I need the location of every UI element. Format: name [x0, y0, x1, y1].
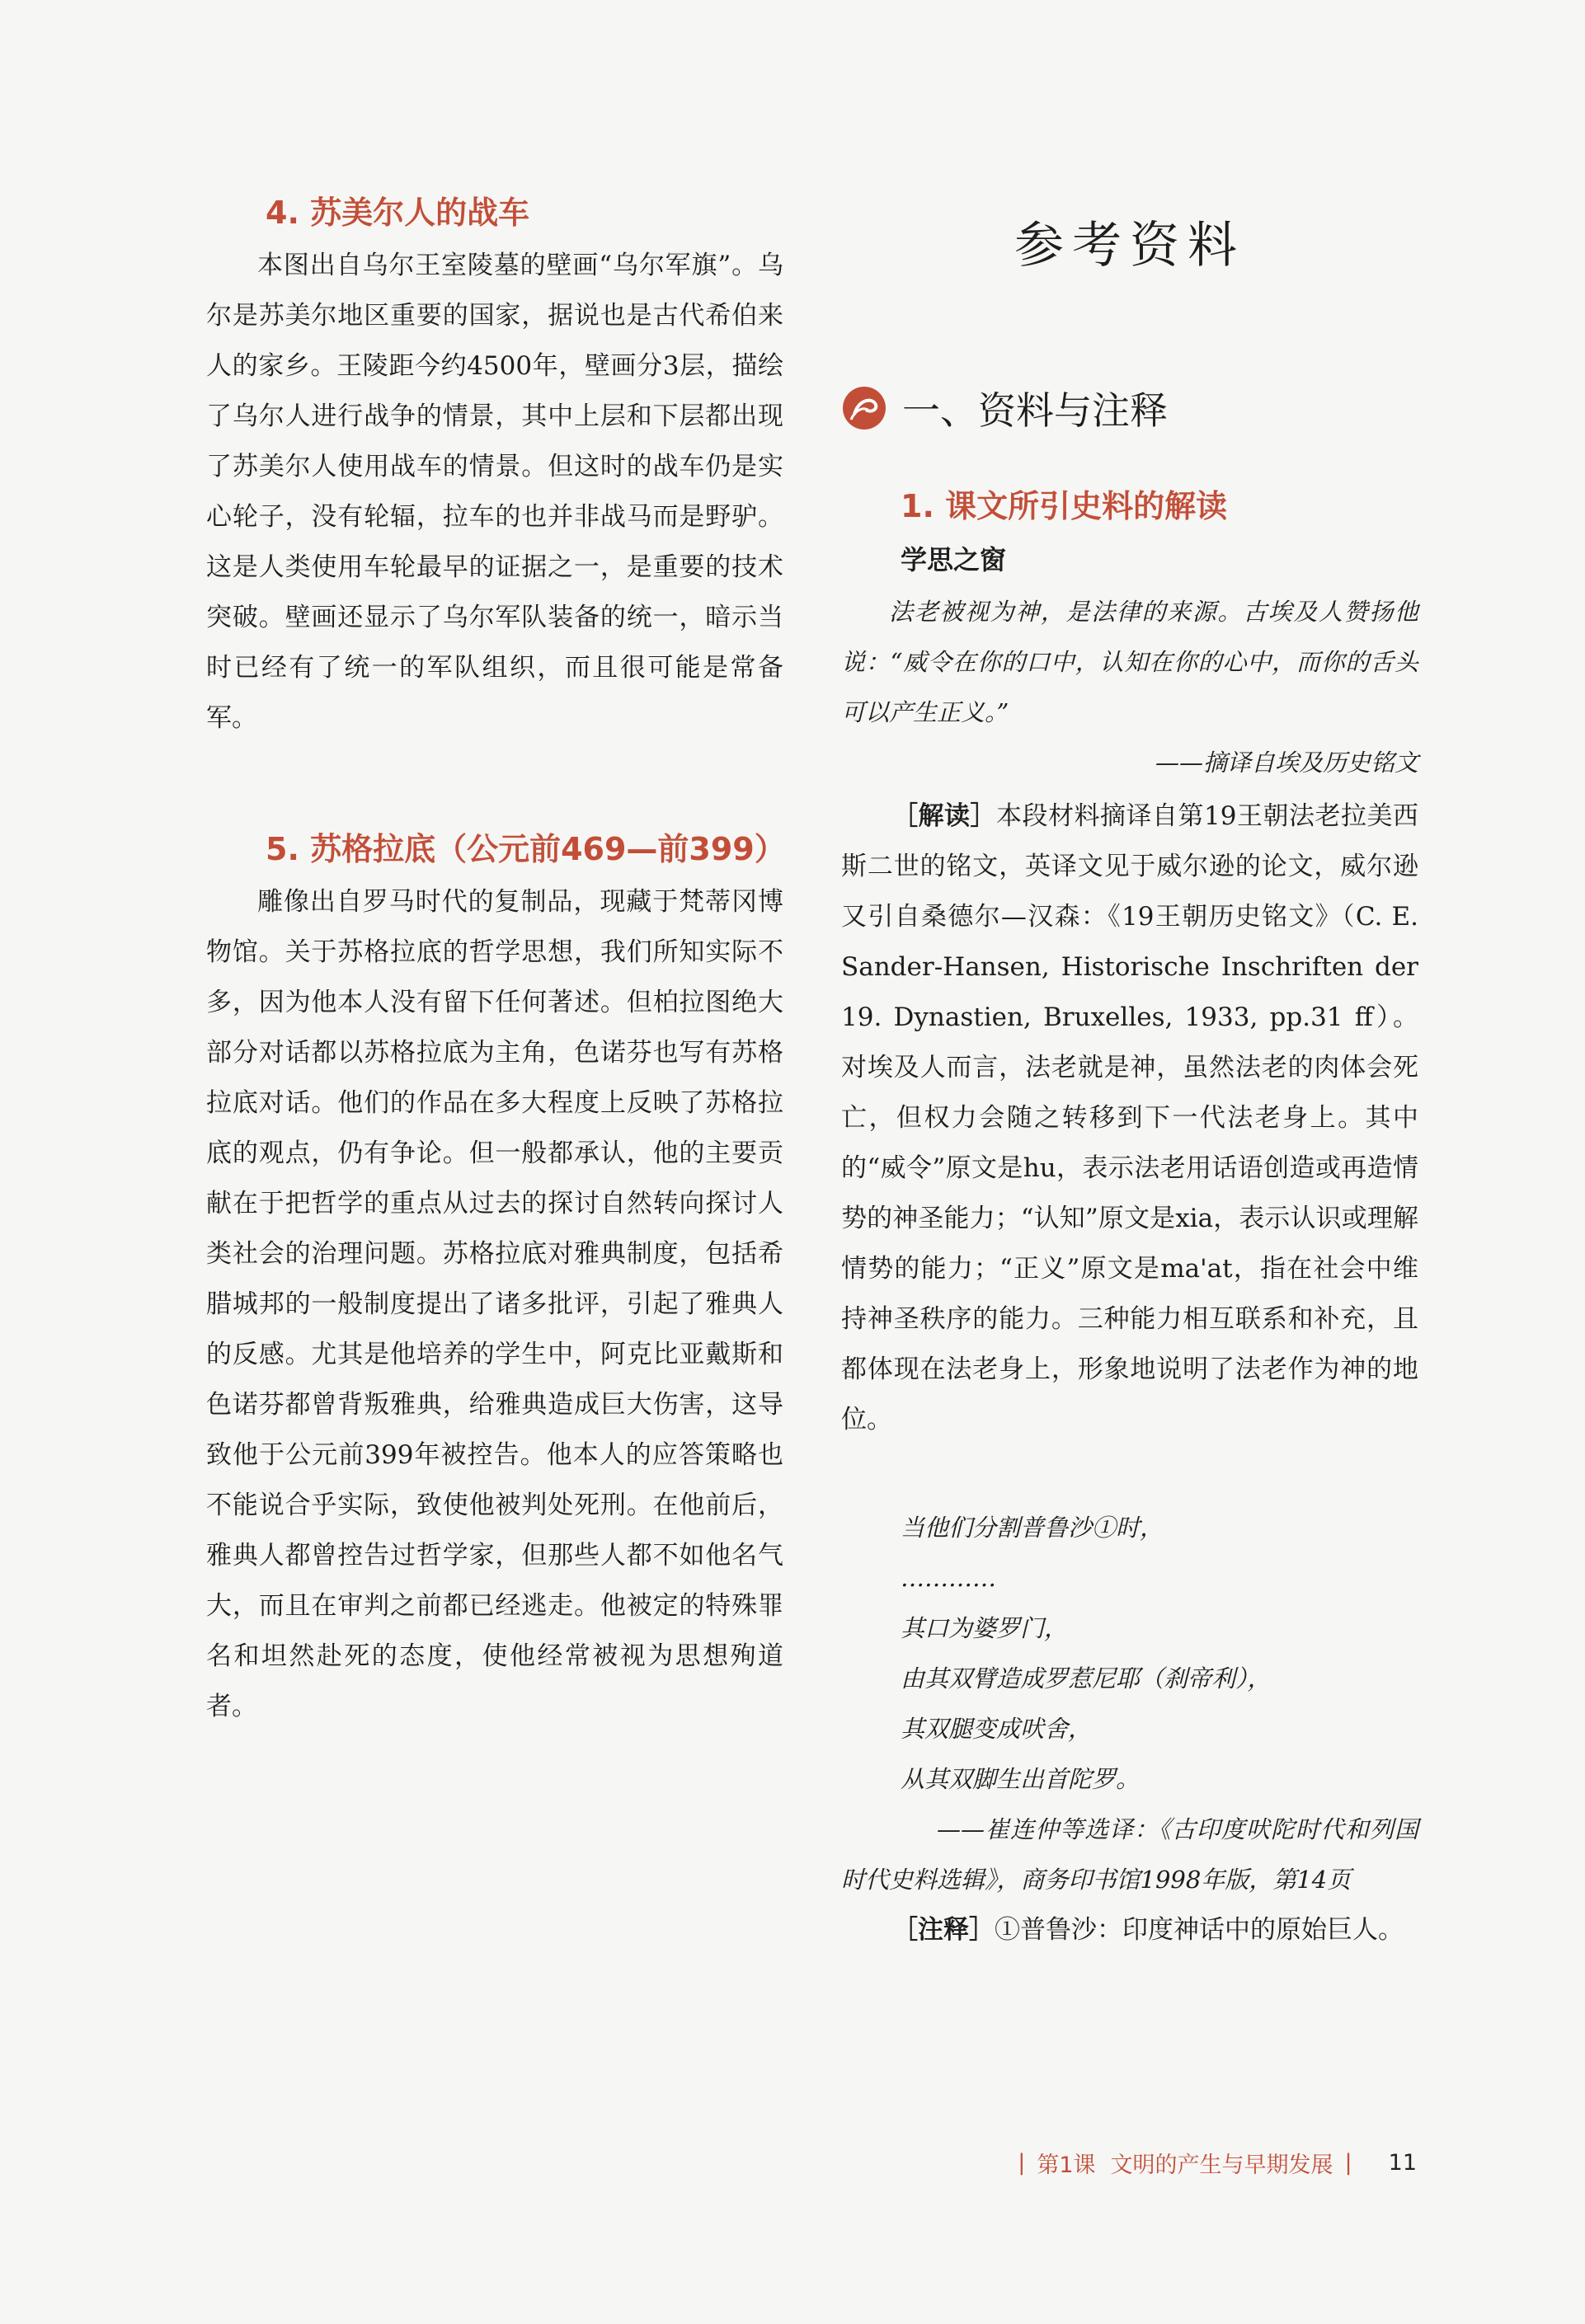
poem: [841, 1503, 1418, 1805]
box-title: 学思之窗: [901, 544, 1007, 575]
note-tag: ［注释］: [892, 1915, 995, 1945]
section-header: [841, 381, 1418, 435]
poem-source: ——崔连仲等选译：《古印度吠陀时代和列国时代史料选辑》，商务印书馆1998年版，第14页: [841, 1815, 1418, 1894]
quote-text: 法老被视为神，是法律的来源。古埃及人赞扬他说：“威令在你的口中，认知在你的心中，而你的舌头可以产生正义。”: [841, 598, 1418, 726]
poem-line: …………: [901, 1564, 996, 1592]
note-paragraph: [841, 1905, 1418, 1955]
left-column: [206, 190, 786, 1732]
footer-divider: |: [1344, 2150, 1352, 2176]
poem-line: 从其双脚生出首陀罗。: [901, 1765, 1141, 1793]
note-text: ①普鲁沙：印度神话中的原始巨人。: [995, 1915, 1404, 1945]
jiedu-text: 本段材料摘译自第19王朝法老拉美西斯二世的铭文，英译文见于威尔逊的论文，威尔逊又引自桑德尔—汉森：《19王朝历史铭文》（C. E. Sander-Hansen, Historische Inschriften der 19. Dynastien, Bruxelles, 1933, pp.31 ff）。对埃及人而言，法老就是神，虽然法老的肉体会死亡，但权力会随之转移到下一代法老身上。其中的“威令”原文是hu，表示法老用话语创造或再造情势的神圣能力；“认知”原文是xia，表示认识或理解情势的能力；“正义”原文是ma'at，指在社会中维持神圣秩序的能力。三种能力相互联系和补充，且都体现在法老身上，形象地说明了法老作为神的地位。: [841, 801, 1418, 1434]
sec4-heading: 4. 苏美尔人的战车: [266, 195, 530, 231]
footer-lesson-title: 文明的产生与早期发展: [1110, 2153, 1333, 2178]
sec5-body: 雕像出自罗马时代的复制品，现藏于梵蒂冈博物馆。关于苏格拉底的哲学思想，我们所知实际不多，因为他本人没有留下任何著述。但柏拉图绝大部分对话都以苏格拉底为主角，色诺芬也写有苏格拉底对话。他们的作品在多大程度上反映了苏格拉底的观点，仍有争论。但一般都承认，他的主要贡献在于把哲学的重点从过去的探讨自然转向探讨人类社会的治理问题。苏格拉底对雅典制度，包括希腊城邦的一般制度提出了诸多批评，引起了雅典人的反感。尤其是他培养的学生中，阿克比亚戴斯和色诺芬都曾背叛雅典，给雅典造成巨大伤害，这导致他于公元前399年被控告。他本人的应答策略也不能说合乎实际，致使他被判处死刑。在他前后，雅典人都曾控告过哲学家，但那些人都不如他名气大，而且在审判之前都已经逃走。他被定的特殊罪名和坦然赴死的态度，使他经常被视为思想殉道者。: [206, 887, 783, 1721]
page-title: 参考资料: [1014, 217, 1245, 275]
footer-lesson: 第1课: [1037, 2153, 1096, 2178]
poem-line: 其双腿变成吠舍，: [901, 1715, 1093, 1743]
page-number: 11: [1388, 2150, 1417, 2176]
poem-line: 当他们分割普鲁沙①时，: [901, 1514, 1164, 1542]
sub1-heading: 1. 课文所引史料的解读: [901, 488, 1228, 524]
swirl-icon: [841, 385, 887, 431]
footer-divider: |: [1018, 2150, 1026, 2176]
jiedu-paragraph: [841, 791, 1418, 1445]
quote-source: ——摘译自埃及历史铭文: [1155, 749, 1418, 777]
page-footer: [1006, 2147, 1417, 2179]
jiedu-tag: ［解读］: [892, 801, 997, 831]
sec5-heading: 5. 苏格拉底（公元前469—前399）: [266, 831, 786, 867]
sec4-body: 本图出自乌尔王室陵墓的壁画“乌尔军旗”。乌尔是苏美尔地区重要的国家，据说也是古代希伯来人的家乡。王陵距今约4500年，壁画分3层，描绘了乌尔人进行战争的情景，其中上层和下层都出现了苏美尔人使用战车的情景。但这时的战车仍是实心轮子，没有轮辐，拉车的也并非战马而是野驴。这是人类使用车轮最早的证据之一，是重要的技术突破。壁画还显示了乌尔军队装备的统一，暗示当时已经有了统一的军队组织，而且很可能是常备军。: [206, 251, 783, 733]
section-title: 一、资料与注释: [902, 388, 1168, 433]
poem-line: 由其双臂造成罗惹尼耶（刹帝利），: [901, 1664, 1272, 1693]
right-column: [841, 190, 1418, 1955]
poem-line: 其口为婆罗门，: [901, 1614, 1069, 1642]
